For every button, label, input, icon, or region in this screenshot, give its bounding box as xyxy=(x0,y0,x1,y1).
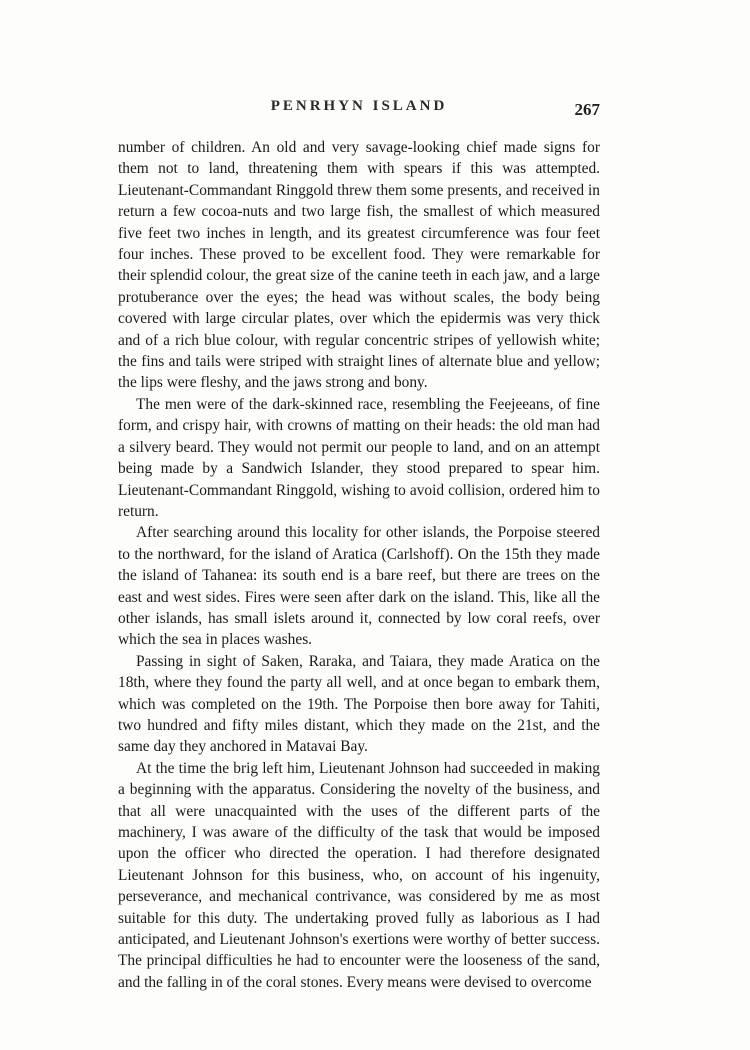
running-head-title: PENRHYN ISLAND xyxy=(270,98,448,114)
page-number: 267 xyxy=(574,100,600,119)
paragraph-continued: number of children. An old and very savage-looking chief made signs for them not to land, threatening them with spears if this was attempted. Lieutenant-Commandant Ringgold threw them some presents, and received in return a few cocoa-nuts and two large fish, the smallest of which measured five feet two inches in length, and its greatest circumference was four feet four inches. These proved to be excellent food. They were remarkable for their splendid colour, the great size of the canine teeth in each jaw, and a large protuberance over the eyes; the head was without scales, the body being covered with large circular plates, over which the epidermis was very thick and of a rich blue colour, with regular concentric stripes of yellowish white; the fins and tails were striped with straight lines of alternate blue and yellow; the lips were fleshy, and the jaws strong and bony. xyxy=(118,139,600,392)
paragraph: The men were of the dark-skinned race, resembling the Feejeeans, of fine form, and crispy hair, with crowns of matting on their heads: the old man had a silvery beard. They would not permit our people to land, and on an attempt being made by a Sandwich Islander, they stood prepared to spear him. Lieutenant-Commandant Ringgold, wishing to avoid collision, ordered him to return. xyxy=(118,395,600,520)
paragraph: At the time the brig left him, Lieutenant Johnson had succeeded in making a beginning with the apparatus. Considering the novelty of the business, and that all were unacquainted with the uses of the different parts of the machinery, I was aware of the difficulty of the task that would be imposed upon the officer who directed the operation. I had therefore designated Lieutenant Johnson for this business, who, on account of his ingenuity, perseverance, and mechanical contrivance, was considered by me as most suitable for this duty. The undertaking proved fully as laborious as I had anticipated, and Lieutenant Johnson's exertions were worthy of better success. The principal difficulties he had to encounter were the looseness of the sand, and the falling in of the coral stones. Every means were devised to overcome xyxy=(118,759,600,991)
paragraph: After searching around this locality for other islands, the Porpoise steered to the northward, for the island of Aratica (Carlshoff). On the 15th they made the island of Tahanea: its south end is a bare reef, but there are trees on the east and west sides. Fires were seen after dark on the island. This, like all the other islands, has small islets around it, connected by low coral reefs, over which the sea in places washes. xyxy=(118,524,600,649)
running-head xyxy=(118,98,600,122)
body-text xyxy=(118,137,600,993)
paragraph: Passing in sight of Saken, Raraka, and Taiara, they made Aratica on the 18th, where they found the party all well, and at once began to embark them, which was completed on the 19th. The Porpoise then bore away for Tahiti, two hundred and fifty miles distant, which they made on the 21st, and the same day they anchored in Matavai Bay. xyxy=(118,652,600,756)
